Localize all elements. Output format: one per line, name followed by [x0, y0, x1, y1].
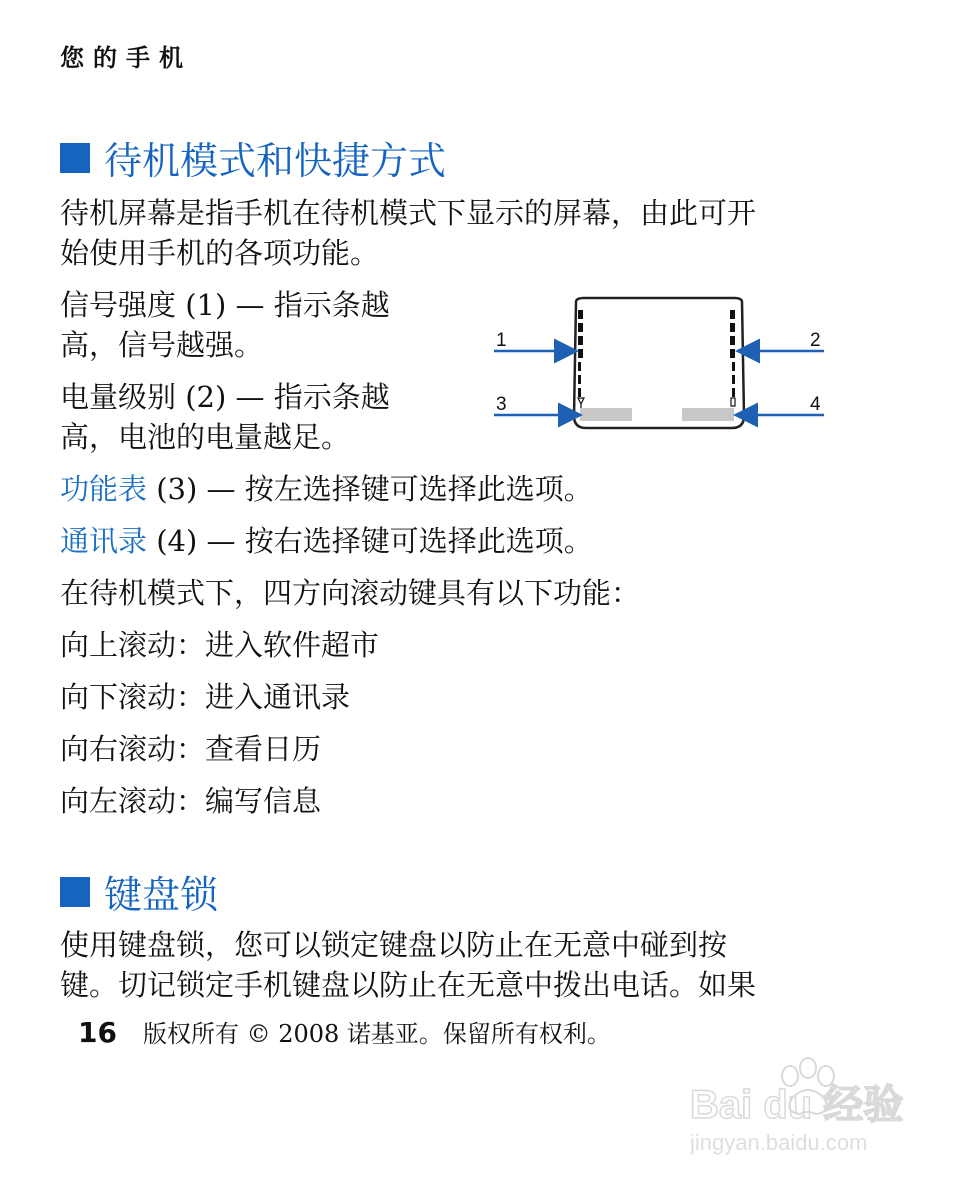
signal-text-line2: 高，信号越强。	[60, 328, 264, 362]
svg-text:Bai du 经验: Bai du 经验	[690, 1083, 904, 1127]
menu-desc: (3) — 按左选择键可选择此选项。	[147, 472, 593, 506]
page-footer	[78, 1014, 611, 1049]
page-number: 16	[78, 1016, 117, 1049]
callout-2: 2	[810, 330, 821, 351]
right-softkey-area	[682, 408, 734, 421]
callout-3: 3	[496, 394, 507, 415]
battery-text-line2: 高，电池的电量越足。	[60, 420, 351, 454]
callout-1: 1	[496, 330, 507, 351]
paragraph-intro-line1: 待机屏幕是指手机在待机模式下显示的屏幕，由此可开	[60, 196, 757, 230]
standby-screen-diagram	[494, 296, 824, 430]
contacts-desc: (4) — 按右选择键可选择此选项。	[147, 524, 593, 558]
signal-text-line1: 信号强度 (1) — 指示条越	[60, 288, 390, 322]
copyright-text: 版权所有 © 2008 诺基亚。保留所有权利。	[142, 1020, 611, 1048]
paragraph-intro-line2: 始使用手机的各项功能。	[60, 236, 380, 270]
section-title-keylock	[60, 864, 218, 919]
contacts-link[interactable]: 通讯录	[60, 524, 148, 558]
scroll-right-item: 向右滚动：查看日历	[60, 732, 322, 766]
scroll-intro: 在待机模式下，四方向滚动键具有以下功能：	[60, 576, 641, 610]
section-title-text: 待机模式和快捷方式	[104, 139, 447, 183]
section-square-icon	[60, 143, 90, 173]
keylock-line2: 键。切记锁定手机键盘以防止在无意中拨出电话。如果	[60, 968, 757, 1002]
scroll-up-item: 向上滚动：进入软件超市	[60, 628, 380, 662]
running-header: 您的手机	[60, 44, 192, 72]
battery-text-line1: 电量级别 (2) — 指示条越	[60, 380, 390, 414]
menu-link[interactable]: 功能表	[60, 472, 148, 506]
section-title-standby	[60, 130, 446, 185]
callout-4: 4	[810, 394, 821, 415]
scroll-left-item: 向左滚动：编写信息	[60, 784, 322, 818]
section-square-icon	[60, 877, 90, 907]
menu-line	[60, 468, 593, 510]
contacts-line	[60, 520, 593, 562]
baidu-watermark-logo	[690, 1048, 920, 1178]
left-softkey-area	[580, 408, 632, 421]
section-title-text: 键盘锁	[104, 873, 219, 917]
scroll-down-item: 向下滚动：进入通讯录	[60, 680, 351, 714]
watermark-url: jingyan.baidu.com	[690, 1130, 868, 1155]
keylock-line1: 使用键盘锁，您可以锁定键盘以防止在无意中碰到按	[60, 928, 728, 962]
